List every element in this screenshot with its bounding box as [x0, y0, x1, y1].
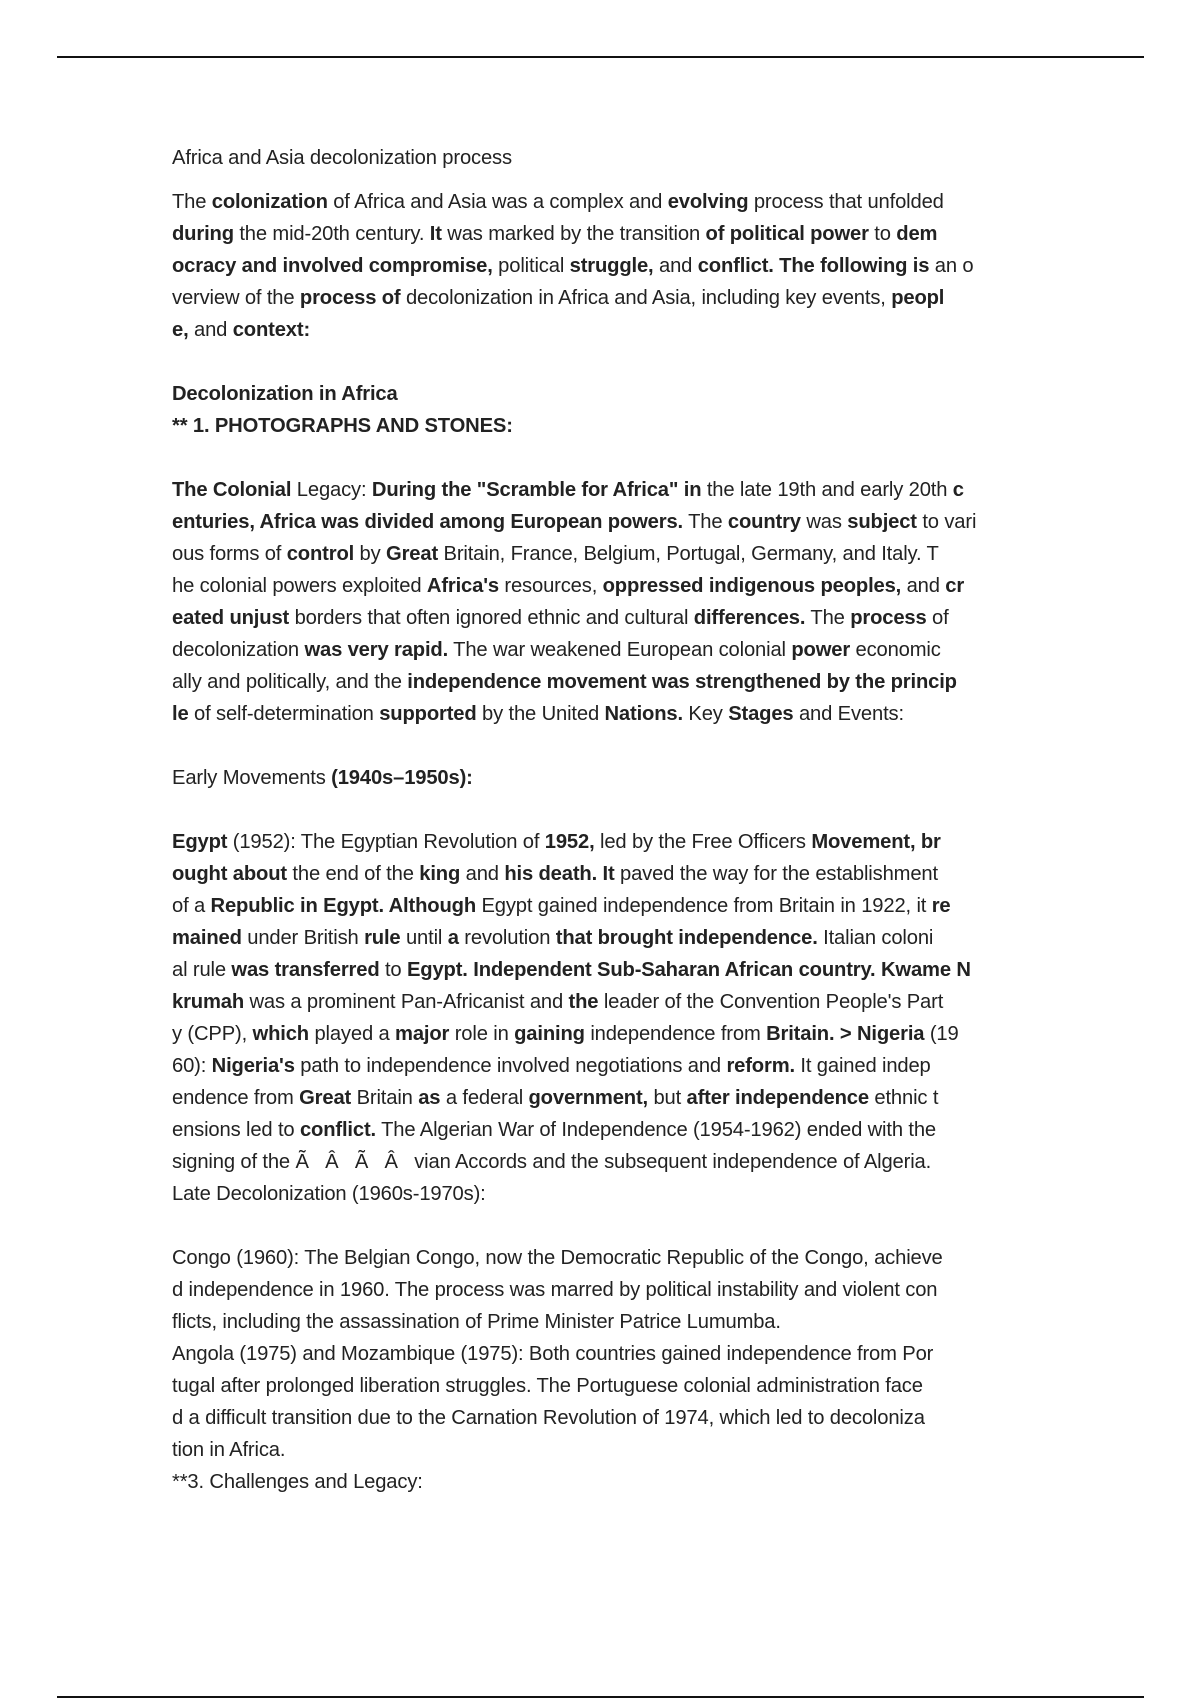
- text-run: ally and politically, and the: [172, 671, 408, 693]
- text-line: [172, 1178, 1032, 1210]
- bold-text-run: the: [568, 991, 599, 1013]
- page-bottom-rule: [57, 1696, 1144, 1698]
- bold-text-run: supported: [379, 703, 477, 725]
- bold-text-run: rule: [364, 927, 401, 949]
- text-line: [172, 1306, 1032, 1338]
- text-line: [172, 1050, 1032, 1082]
- text-run: led by the Free Officers: [594, 831, 812, 853]
- text-run: (1952): The Egyptian Revolution of: [227, 831, 545, 853]
- text-run: It gained indep: [794, 1055, 931, 1077]
- text-run: verview of the: [172, 287, 300, 309]
- paragraph-spacer: [172, 794, 1032, 826]
- bold-text-run: e,: [172, 319, 189, 341]
- text-run: political: [492, 255, 570, 277]
- bold-text-run: a: [447, 927, 459, 949]
- bold-text-run: Egypt. Independent Sub-Saharan African country. Kwame N: [406, 959, 971, 981]
- text-line: [172, 378, 1032, 410]
- text-run: Early Movements: [172, 767, 332, 789]
- bold-text-run: that brought independence.: [555, 927, 818, 949]
- text-line: [172, 1082, 1032, 1114]
- text-run: Congo (1960): The Belgian Congo, now the Democratic Republic of the Congo, achieve: [172, 1247, 943, 1269]
- text-line: [172, 1274, 1032, 1306]
- bold-text-run: conflict.: [299, 1119, 376, 1141]
- text-run: process that unfolded: [748, 191, 944, 213]
- text-run: borders that often ignored ethnic and cultural: [289, 607, 694, 629]
- text-line: [172, 890, 1032, 922]
- text-line: [172, 1146, 1032, 1178]
- text-run: and Events:: [793, 703, 904, 725]
- text-run: until: [400, 927, 448, 949]
- text-run: Legacy:: [291, 479, 372, 501]
- text-line: [172, 602, 1032, 634]
- bold-text-run: Nations.: [604, 703, 683, 725]
- bold-text-run: Nigeria's: [211, 1055, 295, 1077]
- text-run: ous forms of: [172, 543, 287, 565]
- bold-text-run: Republic in Egypt. Although: [210, 895, 476, 917]
- text-run: to: [379, 959, 407, 981]
- text-run: signing of the Ã Â Ã Â vian Accords and the subsequent independence of Algeria.: [172, 1151, 932, 1173]
- text-run: The: [683, 511, 728, 533]
- bold-text-run: as: [418, 1087, 441, 1109]
- bold-text-run: control: [286, 543, 355, 565]
- text-run: revolution: [458, 927, 556, 949]
- text-line: [172, 1338, 1032, 1370]
- text-run: an o: [929, 255, 974, 277]
- text-run: under British: [241, 927, 365, 949]
- text-run: to: [868, 223, 897, 245]
- text-run: Britain: [351, 1087, 419, 1109]
- bold-text-run: independence movement was strengthened by the princip: [407, 671, 957, 693]
- text-run: Key: [682, 703, 729, 725]
- text-run: d a difficult transition due to the Carnation Revolution of 1974, which led to decoloniza: [172, 1407, 925, 1429]
- bold-text-run: major: [395, 1023, 450, 1045]
- text-run: **3. Challenges and Legacy:: [172, 1471, 423, 1493]
- text-line: [172, 1370, 1032, 1402]
- document-body: [172, 142, 1032, 1498]
- text-run: endence from: [172, 1087, 300, 1109]
- bold-text-run: enturies, Africa was divided among European powers.: [172, 511, 683, 533]
- text-line: [172, 314, 1032, 346]
- text-run: to vari: [916, 511, 977, 533]
- text-line: [172, 762, 1032, 794]
- bold-text-run: reform.: [726, 1055, 795, 1077]
- bold-text-run: eated unjust: [172, 607, 290, 629]
- bold-text-run: during: [172, 223, 234, 245]
- text-run: and: [188, 319, 233, 341]
- text-run: 60):: [172, 1055, 212, 1077]
- text-run: flicts, including the assassination of Prime Minister Patrice Lumumba.: [172, 1311, 781, 1333]
- text-run: y (CPP),: [172, 1023, 253, 1045]
- bold-text-run: after independence: [686, 1087, 869, 1109]
- bold-text-run: Great: [299, 1087, 352, 1109]
- bold-text-run: Decolonization in Africa: [172, 383, 398, 405]
- text-run: The war weakened European colonial: [448, 639, 792, 661]
- bold-text-run: his death. It: [504, 863, 615, 885]
- bold-text-run: peopl: [891, 287, 945, 309]
- bold-text-run: subject: [847, 511, 917, 533]
- text-line: [172, 506, 1032, 538]
- bold-text-run: Great: [386, 543, 439, 565]
- text-line: [172, 538, 1032, 570]
- text-line: [172, 666, 1032, 698]
- text-line: [172, 698, 1032, 730]
- text-run: and: [653, 255, 698, 277]
- text-run: by: [354, 543, 387, 565]
- text-line: [172, 1466, 1032, 1498]
- bold-text-run: which: [252, 1023, 309, 1045]
- text-line: [172, 634, 1032, 666]
- bold-text-run: was transferred: [231, 959, 380, 981]
- text-line: [172, 922, 1032, 954]
- bold-text-run: process: [850, 607, 927, 629]
- text-line: [172, 1114, 1032, 1146]
- text-run: Britain, France, Belgium, Portugal, Germany, and Italy. T: [438, 543, 939, 565]
- paragraph-spacer: [172, 174, 1032, 186]
- text-line: [172, 218, 1032, 250]
- text-line: [172, 1242, 1032, 1274]
- text-line: [172, 474, 1032, 506]
- text-run: and: [460, 863, 505, 885]
- text-run: of self-determination: [188, 703, 380, 725]
- bold-text-run: oppressed indigenous peoples,: [602, 575, 902, 597]
- text-run: but: [648, 1087, 687, 1109]
- text-line: [172, 186, 1032, 218]
- text-run: The Algerian War of Independence (1954-1962) ended with the: [375, 1119, 936, 1141]
- bold-text-run: le: [172, 703, 189, 725]
- bold-text-run: conflict. The following is: [697, 255, 930, 277]
- text-run: The: [805, 607, 851, 629]
- text-run: he colonial powers exploited: [172, 575, 427, 597]
- text-run: independence from: [584, 1023, 767, 1045]
- text-run: a federal: [440, 1087, 529, 1109]
- text-line: [172, 282, 1032, 314]
- text-run: by the United: [476, 703, 605, 725]
- text-run: The: [172, 191, 212, 213]
- bold-text-run: Movement, br: [811, 831, 941, 853]
- bold-text-run: re: [931, 895, 951, 917]
- text-run: resources,: [498, 575, 603, 597]
- text-run: and: [901, 575, 946, 597]
- paragraph-spacer: [172, 730, 1032, 762]
- bold-text-run: mained: [172, 927, 242, 949]
- text-run: Angola (1975) and Mozambique (1975): Both countries gained independence from Por: [172, 1343, 934, 1365]
- text-line: [172, 250, 1032, 282]
- bold-text-run: was very rapid.: [304, 639, 449, 661]
- text-run: decolonization in Africa and Asia, including key events,: [400, 287, 892, 309]
- bold-text-run: process of: [299, 287, 401, 309]
- bold-text-run: differences.: [693, 607, 806, 629]
- text-run: was marked by the transition: [441, 223, 706, 245]
- text-line: [172, 1402, 1032, 1434]
- text-run: of: [926, 607, 949, 629]
- bold-text-run: It: [429, 223, 442, 245]
- text-run: (19: [924, 1023, 959, 1045]
- page-top-rule: [57, 56, 1144, 58]
- text-run: role in: [449, 1023, 515, 1045]
- text-run: of Africa and Asia was a complex and: [327, 191, 668, 213]
- bold-text-run: evolving: [667, 191, 749, 213]
- text-run: ensions led to: [172, 1119, 300, 1141]
- paragraph-spacer: [172, 442, 1032, 474]
- text-run: the end of the: [286, 863, 420, 885]
- text-line: [172, 1018, 1032, 1050]
- text-run: Egypt gained independence from Britain in 1922, it: [476, 895, 932, 917]
- text-line: [172, 570, 1032, 602]
- text-line: [172, 1434, 1032, 1466]
- bold-text-run: ought about: [172, 863, 287, 885]
- text-run: tion in Africa.: [172, 1439, 286, 1461]
- text-run: d independence in 1960. The process was marred by political instability and violent con: [172, 1279, 938, 1301]
- bold-text-run: king: [419, 863, 461, 885]
- text-run: decolonization: [172, 639, 305, 661]
- text-run: ethnic t: [868, 1087, 939, 1109]
- text-run: economic: [850, 639, 941, 661]
- bold-text-run: Stages: [728, 703, 794, 725]
- bold-text-run: struggle,: [569, 255, 654, 277]
- text-run: the mid-20th century.: [233, 223, 430, 245]
- text-run: was: [800, 511, 848, 533]
- bold-text-run: ** 1. PHOTOGRAPHS AND STONES:: [172, 415, 513, 437]
- text-run: tugal after prolonged liberation struggles. The Portuguese colonial administration face: [172, 1375, 923, 1397]
- text-run: paved the way for the establishment: [614, 863, 938, 885]
- bold-text-run: 1952,: [544, 831, 595, 853]
- bold-text-run: c: [952, 479, 964, 501]
- bold-text-run: krumah: [172, 991, 245, 1013]
- bold-text-run: cr: [945, 575, 965, 597]
- text-run: al rule: [172, 959, 232, 981]
- text-run: path to independence involved negotiations and: [294, 1055, 727, 1077]
- text-run: Italian coloni: [817, 927, 934, 949]
- bold-text-run: Egypt: [172, 831, 228, 853]
- text-line: [172, 410, 1032, 442]
- text-line: [172, 858, 1032, 890]
- bold-text-run: power: [791, 639, 851, 661]
- bold-text-run: government,: [528, 1087, 648, 1109]
- bold-text-run: ocracy and involved compromise,: [172, 255, 493, 277]
- bold-text-run: During the "Scramble for Africa" in: [371, 479, 702, 501]
- text-run: leader of the Convention People's Part: [598, 991, 944, 1013]
- text-run: of a: [172, 895, 211, 917]
- bold-text-run: context:: [232, 319, 311, 341]
- paragraph-spacer: [172, 1210, 1032, 1242]
- bold-text-run: The Colonial: [172, 479, 292, 501]
- bold-text-run: Africa's: [426, 575, 499, 597]
- bold-text-run: colonization: [211, 191, 328, 213]
- text-run: was a prominent Pan-Africanist and: [244, 991, 569, 1013]
- text-line: [172, 826, 1032, 858]
- bold-text-run: Britain. > Nigeria: [766, 1023, 925, 1045]
- bold-text-run: country: [727, 511, 801, 533]
- text-line: [172, 954, 1032, 986]
- bold-text-run: of political power: [705, 223, 869, 245]
- bold-text-run: (1940s–1950s):: [331, 767, 473, 789]
- document-title: Africa and Asia decolonization process: [172, 147, 512, 169]
- text-line: [172, 986, 1032, 1018]
- bold-text-run: gaining: [514, 1023, 585, 1045]
- paragraph-spacer: [172, 346, 1032, 378]
- text-run: played a: [308, 1023, 396, 1045]
- text-run: the late 19th and early 20th: [701, 479, 953, 501]
- bold-text-run: dem: [896, 223, 938, 245]
- text-run: Late Decolonization (1960s-1970s):: [172, 1183, 486, 1205]
- document-paragraphs: [172, 174, 1032, 1498]
